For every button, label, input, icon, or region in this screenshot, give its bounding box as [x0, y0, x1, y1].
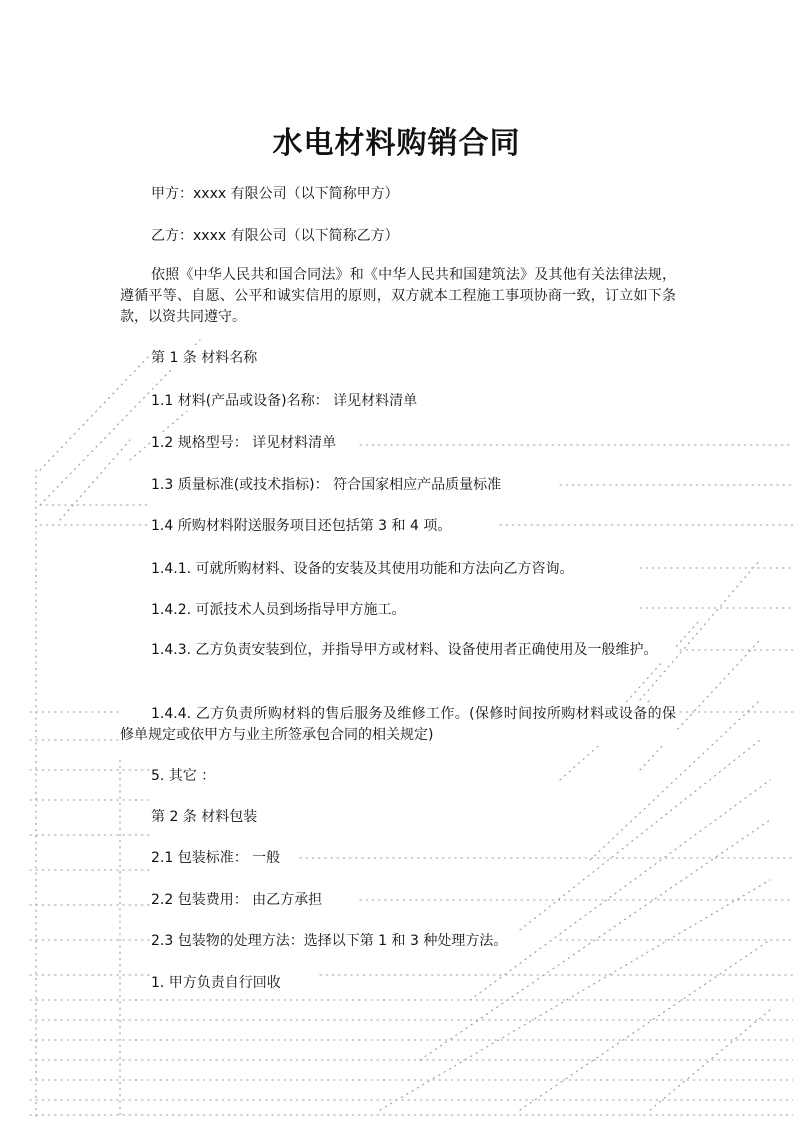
preamble-paragraph: 依照《中华人民共和国合同法》和《中华人民共和国建筑法》及其他有关法律法规，遵循平等、自愿、公平和诚实信用的原则，双方就本工程施工事项协商一致，订立如下条款，以资共同遵守。 — [120, 265, 676, 328]
clause-1-4-1: 1.4.1. 可就所购材料、设备的安装及其使用功能和方法向乙方咨询。 — [151, 559, 578, 579]
article-1-heading: 第 1 条 材料名称 — [151, 348, 261, 368]
clause-2-1: 2.1 包装标准： 一般 — [151, 848, 284, 868]
party-b-line: 乙方：xxxx 有限公司（以下简称乙方） — [151, 226, 403, 246]
clause-1-4: 1.4 所购材料附送服务项目还包括第 3 和 4 项。 — [151, 516, 455, 536]
clause-1-4-4: 1.4.4. 乙方负责所购材料的售后服务及维修工作。(保修时间按所购材料或设备的保修单规定或依甲方与业主所签承包合同的相关规定) — [120, 704, 676, 746]
clause-2-3: 2.3 包装物的处理方法：选择以下第 1 和 3 种处理方法。 — [151, 931, 511, 951]
clause-1-1: 1.1 材料(产品或设备)名称： 详见材料清单 — [151, 391, 421, 411]
clause-1-2: 1.2 规格型号： 详见材料清单 — [151, 433, 340, 453]
article-2-heading: 第 2 条 材料包装 — [151, 807, 261, 827]
clause-1-4-2: 1.4.2. 可派技术人员到场指导甲方施工。 — [151, 600, 410, 620]
document-title: 水电材料购销合同 — [272, 126, 521, 161]
party-a-line: 甲方：xxxx 有限公司（以下简称甲方） — [151, 184, 403, 204]
clause-5-other: 5. 其它 ： — [151, 766, 219, 786]
clause-1-4-3: 1.4.3. 乙方负责安装到位，并指导甲方或材料、设备使用者正确使用及一般维护。 — [120, 640, 676, 661]
clause-2-3-1: 1. 甲方负责自行回收 — [151, 973, 285, 993]
clause-1-3: 1.3 质量标准(或技术指标)： 符合国家相应产品质量标准 — [151, 475, 505, 495]
clause-2-2: 2.2 包装费用： 由乙方承担 — [151, 890, 326, 910]
